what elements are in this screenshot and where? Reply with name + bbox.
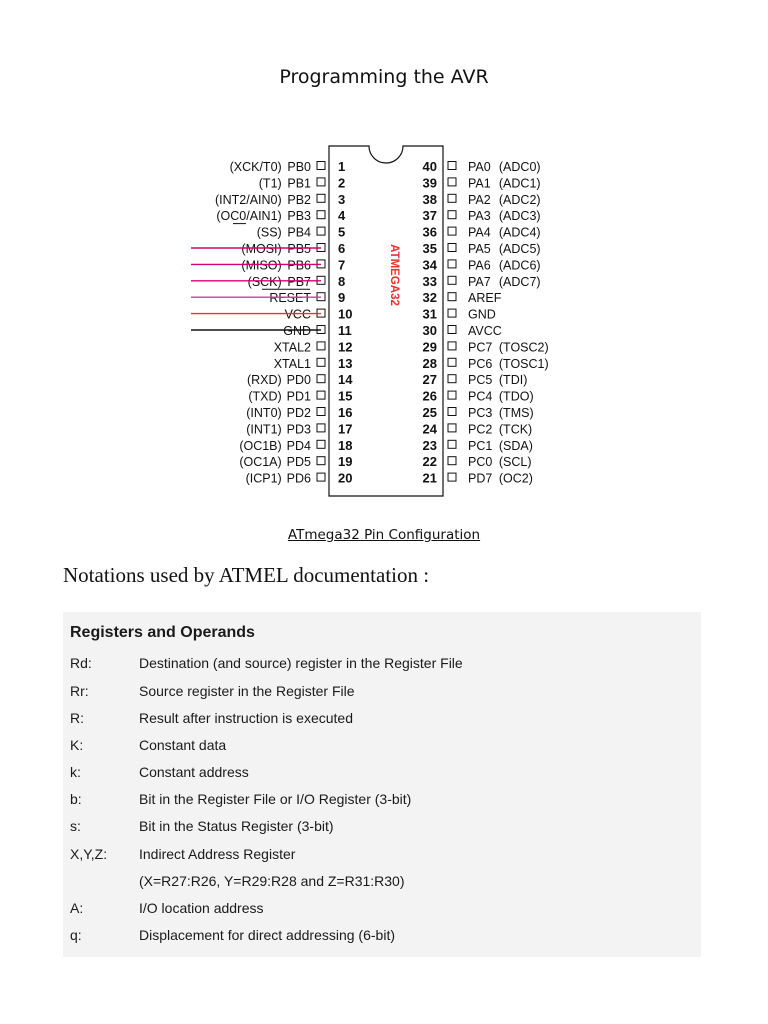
pin-name: PC6 [468, 356, 493, 371]
pin-alt-function: (TXD) [248, 389, 282, 404]
pin-alt-function: (TCK) [498, 422, 533, 437]
pin-name: PC1 [468, 438, 493, 453]
pin-alt-function: (MOSI) [241, 242, 282, 256]
notation-row [63, 655, 701, 675]
pin-pad [317, 211, 325, 219]
pin-name: PD7 [468, 471, 493, 486]
notation-description: Source register in the Register File [139, 683, 355, 699]
pin-pad [317, 162, 325, 170]
notation-description: Indirect Address Register [139, 846, 296, 862]
notation-symbol: b: [70, 791, 82, 807]
pin-alt-function: (TOSC2) [498, 340, 549, 355]
pin-alt-function: (TDI) [498, 373, 528, 388]
notation-row [63, 818, 701, 838]
pin-alt-function: (SCK) [247, 274, 282, 289]
pin-pad [448, 178, 456, 186]
pin-number: 30 [422, 323, 437, 338]
pin-name: PB5 [287, 242, 311, 256]
pin-number: 28 [422, 355, 437, 371]
pin-number: 2 [338, 175, 346, 191]
pin-alt-function: (TDO) [498, 389, 534, 404]
pin-number: 5 [338, 224, 346, 240]
pin-number: 31 [422, 306, 437, 322]
pin-number: 16 [338, 405, 353, 420]
pin-alt-function: (TOSC1) [498, 356, 549, 371]
pin-pad [317, 424, 325, 432]
pin-pad [448, 358, 456, 366]
notation-symbol: K: [70, 737, 84, 753]
pin-pad [448, 260, 456, 268]
pin-name: XTAL1 [273, 356, 311, 371]
pin-name: PD2 [286, 406, 311, 420]
pin-pad [448, 244, 456, 252]
pin-number: 25 [422, 405, 437, 420]
notation-row [63, 764, 701, 784]
notation-description: I/O location address [139, 900, 264, 916]
pin-number: 38 [422, 191, 437, 207]
pin-pad [317, 408, 325, 416]
pin-number: 17 [338, 421, 353, 437]
pin-number: 8 [338, 273, 346, 289]
pin-number: 35 [422, 241, 437, 256]
pin-name: PB4 [287, 225, 311, 240]
pin-number: 12 [338, 339, 353, 355]
notation-description: Bit in the Register File or I/O Register (3-bit) [139, 791, 412, 807]
pin-alt-function: (ADC5) [498, 242, 541, 256]
pin-number: 39 [422, 175, 437, 191]
pin-pad [448, 309, 456, 317]
pin-name: PD5 [286, 455, 311, 470]
pin-number: 40 [422, 159, 437, 174]
pin-alt-function: (ADC1) [498, 176, 541, 191]
pin-alt-function: (ADC4) [498, 225, 541, 240]
pin-alt-function: (ADC6) [498, 258, 541, 273]
pin-name: PD3 [286, 422, 311, 437]
pin-name: PD0 [286, 373, 311, 388]
pin-name: PA3 [468, 209, 491, 224]
pin-alt-function: (SDA) [498, 438, 533, 453]
pin-pad [448, 440, 456, 448]
pin-alt-function: (ADC7) [498, 274, 541, 289]
pin-name: RESET [269, 291, 311, 306]
notation-row [63, 873, 701, 893]
notation-row [63, 683, 701, 703]
pin-name: PB7 [287, 274, 311, 289]
pin-pad [448, 375, 456, 383]
pin-name: PB0 [287, 160, 311, 174]
pin-number: 7 [338, 257, 346, 273]
pin-pad [317, 194, 325, 202]
pin-alt-function: (INT1) [246, 422, 282, 437]
notations-heading: Notations used by ATMEL documentation : [63, 563, 430, 587]
pin-number: 19 [338, 454, 353, 470]
pin-number: 24 [422, 421, 437, 437]
notation-symbol: k: [70, 764, 81, 780]
notation-description: Bit in the Status Register (3-bit) [139, 818, 334, 834]
pin-number: 9 [338, 290, 346, 306]
pin-alt-function: (OC0/AIN1) [216, 209, 282, 224]
pin-pad [317, 457, 325, 465]
notation-row [63, 900, 701, 920]
pin-alt-function: (SS) [256, 225, 282, 240]
pin-alt-function: (INT2/AIN0) [215, 192, 282, 207]
pin-name: PD6 [286, 471, 311, 486]
notation-symbol: X,Y,Z: [70, 846, 108, 862]
notation-symbol: A: [70, 900, 84, 916]
notation-description: Result after instruction is executed [139, 710, 353, 726]
notation-row [63, 737, 701, 757]
notation-description: Displacement for direct addressing (6-bit) [139, 927, 395, 943]
pin-number: 33 [422, 273, 437, 289]
pin-number: 6 [338, 241, 346, 256]
section-title: Registers and Operands [70, 624, 255, 641]
pin-number: 36 [422, 224, 437, 240]
pin-name: PA2 [468, 192, 491, 207]
pin-number: 22 [422, 454, 437, 470]
pin-alt-function: (XCK/T0) [229, 160, 282, 174]
notation-description: Constant data [139, 737, 227, 753]
pin-name: PA5 [468, 242, 491, 256]
pin-pad [317, 178, 325, 186]
pin-name: PA1 [468, 176, 491, 191]
pin-pad [448, 211, 456, 219]
pin-name: PC3 [468, 406, 493, 420]
pin-alt-function: (ICP1) [245, 471, 282, 486]
pin-number: 34 [422, 257, 437, 273]
chip-label: ATMEGA32 [388, 244, 400, 306]
pin-alt-function: (OC1B) [239, 438, 282, 453]
pin-alt-function: (RXD) [246, 373, 282, 388]
pin-number: 27 [422, 372, 437, 388]
notation-row [63, 791, 701, 811]
pin-pad [448, 424, 456, 432]
pin-name: PA4 [468, 225, 491, 240]
pin-number: 26 [422, 388, 437, 404]
pin-number: 3 [338, 191, 346, 207]
notation-description: Constant address [139, 764, 249, 780]
pin-number: 37 [422, 208, 437, 224]
pin-name: PC4 [468, 389, 493, 404]
pin-alt-function: (ADC0) [498, 160, 541, 174]
pin-number: 10 [338, 306, 353, 322]
pin-pad [317, 473, 325, 481]
pin-pad [448, 391, 456, 399]
notations-table [63, 612, 701, 957]
notation-symbol: Rr: [70, 683, 89, 699]
pin-name: PA0 [468, 160, 491, 174]
pin-alt-function: (SCL) [498, 455, 532, 470]
pin-pad [448, 162, 456, 170]
notation-row [63, 710, 701, 730]
pin-number: 32 [422, 290, 437, 306]
pin-number: 21 [422, 470, 437, 486]
pin-alt-function: (OC2) [498, 471, 533, 486]
pin-pad [448, 276, 456, 284]
pin-name: GND [468, 307, 496, 322]
pin-number: 15 [338, 388, 353, 404]
pin-name: XTAL2 [273, 340, 311, 355]
pin-name: AREF [468, 291, 502, 306]
pin-pad [448, 194, 456, 202]
pin-number: 23 [422, 437, 437, 453]
pin-name: PC5 [468, 373, 493, 388]
pin-name: PD4 [286, 438, 311, 453]
pin-name: AVCC [468, 324, 502, 338]
pin-pad [448, 473, 456, 481]
pin-name: PD1 [286, 389, 311, 404]
pin-alt-function: (ADC3) [498, 209, 541, 224]
notation-row [63, 846, 701, 866]
pin-number: 13 [338, 355, 353, 371]
notation-description: (X=R27:R26, Y=R29:R28 and Z=R31:R30) [139, 873, 405, 889]
pin-name: PC2 [468, 422, 493, 437]
pin-number: 4 [338, 208, 346, 224]
pin-number: 18 [338, 437, 353, 453]
pin-name: PC0 [468, 455, 493, 470]
pin-pad [317, 227, 325, 235]
pin-name: PA7 [468, 274, 491, 289]
pin-number: 1 [338, 159, 346, 174]
pin-pad [317, 391, 325, 399]
pin-pad [448, 227, 456, 235]
pin-number: 14 [338, 372, 353, 388]
pin-pad [317, 358, 325, 366]
pin-pad [448, 457, 456, 465]
notation-symbol: s: [70, 818, 81, 834]
pin-name: PB2 [287, 192, 311, 207]
notation-symbol: R: [70, 710, 84, 726]
pin-pad [448, 293, 456, 301]
pin-number: 20 [338, 470, 353, 486]
pin-alt-function: (INT0) [246, 406, 282, 420]
pin-name: GND [283, 324, 311, 338]
pin-name: PB6 [287, 258, 311, 273]
pin-number: 29 [422, 339, 437, 355]
notation-description: Destination (and source) register in the Register File [139, 655, 463, 671]
notation-row [63, 927, 701, 947]
pin-name: PC7 [468, 340, 493, 355]
pin-name: PB3 [287, 209, 311, 224]
page-title: Programming the AVR [279, 66, 489, 88]
pin-pad [317, 342, 325, 350]
notation-symbol: Rd: [70, 655, 92, 671]
pin-pad [448, 408, 456, 416]
pin-pad [317, 440, 325, 448]
pin-pad [448, 342, 456, 350]
pin-alt-function: (TMS) [498, 406, 534, 420]
pin-alt-function: (ADC2) [498, 192, 541, 207]
pin-alt-function: (T1) [258, 176, 282, 191]
notation-symbol: q: [70, 927, 82, 943]
pin-number: 11 [338, 323, 352, 338]
pin-alt-function: (MISO) [241, 258, 282, 273]
pin-pad [448, 326, 456, 334]
pin-alt-function: (OC1A) [239, 455, 282, 470]
pin-name: PB1 [287, 176, 311, 191]
pin-name: PA6 [468, 258, 491, 273]
figure-caption: ATmega32 Pin Configuration [287, 527, 481, 543]
pin-pad [317, 375, 325, 383]
pin-name: VCC [284, 307, 311, 322]
